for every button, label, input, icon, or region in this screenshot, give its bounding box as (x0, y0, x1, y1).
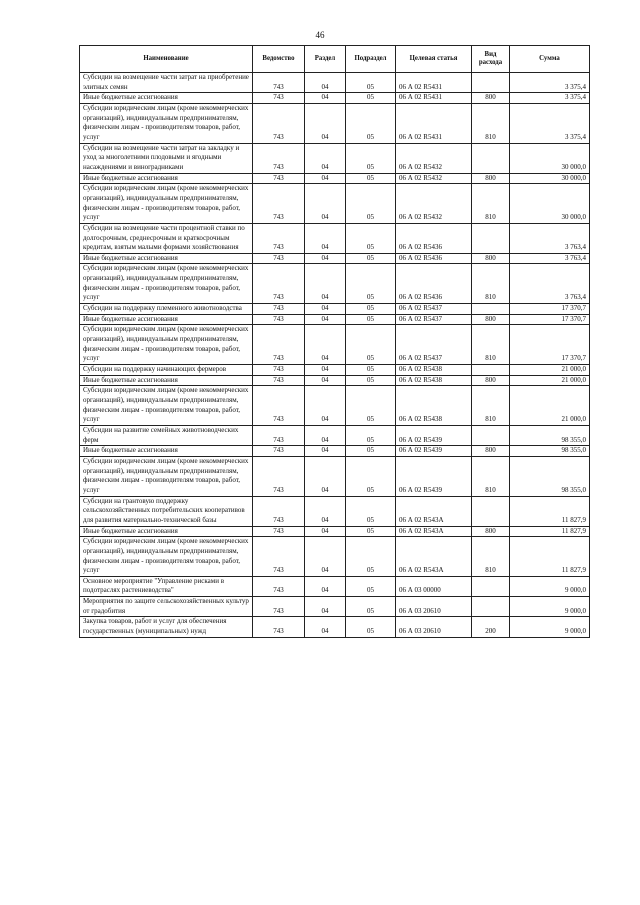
row-section: 04 (305, 325, 346, 365)
row-section: 04 (305, 223, 346, 253)
row-sum: 11 827,9 (510, 496, 590, 526)
row-name: Субсидии на поддержку племенного животноводства (80, 304, 253, 315)
row-subsection: 05 (346, 93, 396, 104)
row-target: 06 А 02 R5432 (396, 173, 472, 184)
page-number: 46 (315, 30, 325, 40)
table-row (80, 93, 590, 104)
row-sum: 21 000,0 (510, 386, 590, 426)
row-name: Субсидии юридическим лицам (кроме некоммерческих организаций), индивидуальным предпринимателям, физическим лицам - производителям товаров, работ, услуг (80, 386, 253, 426)
row-dept: 743 (253, 386, 305, 426)
row-section: 04 (305, 314, 346, 325)
row-subsection: 05 (346, 526, 396, 537)
table-row (80, 365, 590, 376)
row-name: Закупка товаров, работ и услуг для обеспечения государственных (муниципальных) нужд (80, 617, 253, 637)
row-dept: 743 (253, 253, 305, 264)
row-section: 04 (305, 184, 346, 224)
row-subsection: 05 (346, 446, 396, 457)
row-name: Субсидии юридическим лицам (кроме некоммерческих организаций), индивидуальным предпринимателям, физическим лицам - производителям товаров, работ, услуг (80, 103, 253, 143)
row-name: Мероприятия по защите сельскохозяйственных культур от градобития (80, 597, 253, 617)
row-name: Иные бюджетные ассигнования (80, 314, 253, 325)
table-row (80, 314, 590, 325)
row-expense-type (472, 143, 510, 173)
row-subsection: 05 (346, 304, 396, 315)
row-section: 04 (305, 253, 346, 264)
row-subsection: 05 (346, 537, 396, 577)
row-dept: 743 (253, 617, 305, 637)
row-subsection: 05 (346, 253, 396, 264)
table-row (80, 223, 590, 253)
row-name: Основное мероприятие "Управление рисками в подотраслях растениеводства" (80, 576, 253, 596)
row-sum: 3 375,4 (510, 103, 590, 143)
row-sum: 9 000,0 (510, 576, 590, 596)
row-name: Иные бюджетные ассигнования (80, 446, 253, 457)
table-row (80, 576, 590, 596)
table-row (80, 456, 590, 496)
row-subsection: 05 (346, 365, 396, 376)
table-row (80, 73, 590, 93)
table-row (80, 425, 590, 445)
row-sum: 30 000,0 (510, 184, 590, 224)
row-section: 04 (305, 103, 346, 143)
row-target: 06 А 02 R5432 (396, 184, 472, 224)
header-dept: Ведомство (253, 46, 305, 73)
row-target: 06 А 03 00000 (396, 576, 472, 596)
row-subsection: 05 (346, 325, 396, 365)
row-sum: 98 355,0 (510, 456, 590, 496)
row-sum: 3 763,4 (510, 223, 590, 253)
row-expense-type (472, 223, 510, 253)
table-row (80, 325, 590, 365)
row-expense-type: 810 (472, 184, 510, 224)
table-body (80, 73, 590, 638)
row-section: 04 (305, 386, 346, 426)
row-sum: 30 000,0 (510, 143, 590, 173)
row-expense-type: 200 (472, 617, 510, 637)
row-expense-type (472, 425, 510, 445)
row-subsection: 05 (346, 264, 396, 304)
table-row (80, 143, 590, 173)
row-subsection: 05 (346, 597, 396, 617)
row-target: 06 А 02 R5439 (396, 425, 472, 445)
table-row (80, 386, 590, 426)
row-expense-type: 800 (472, 526, 510, 537)
row-sum: 11 827,9 (510, 526, 590, 537)
row-name: Субсидии юридическим лицам (кроме некоммерческих организаций), индивидуальным предпринимателям, физическим лицам - производителям товаров, работ, услуг (80, 325, 253, 365)
row-target: 06 А 02 R5436 (396, 253, 472, 264)
row-expense-type: 800 (472, 173, 510, 184)
row-target: 06 А 02 R543A (396, 526, 472, 537)
table-row (80, 446, 590, 457)
row-target: 06 А 02 R5439 (396, 456, 472, 496)
header-expense-type: Вид расхода (472, 46, 510, 73)
row-sum: 3 375,4 (510, 93, 590, 104)
table-row (80, 597, 590, 617)
row-dept: 743 (253, 93, 305, 104)
row-name: Субсидии на развитие семейных животноводческих ферм (80, 425, 253, 445)
table-row (80, 253, 590, 264)
row-target: 06 А 02 R5437 (396, 325, 472, 365)
row-subsection: 05 (346, 314, 396, 325)
row-dept: 743 (253, 143, 305, 173)
row-expense-type (472, 597, 510, 617)
row-expense-type (472, 73, 510, 93)
row-expense-type: 810 (472, 456, 510, 496)
row-section: 04 (305, 537, 346, 577)
row-target: 06 А 02 R543A (396, 537, 472, 577)
row-target: 06 А 02 R5431 (396, 93, 472, 104)
row-name: Иные бюджетные ассигнования (80, 173, 253, 184)
row-dept: 743 (253, 496, 305, 526)
row-name: Субсидии юридическим лицам (кроме некоммерческих организаций), индивидуальным предпринимателям, физическим лицам - производителям товаров, работ, услуг (80, 264, 253, 304)
row-section: 04 (305, 365, 346, 376)
table-row (80, 103, 590, 143)
row-dept: 743 (253, 526, 305, 537)
table-row (80, 526, 590, 537)
row-expense-type: 810 (472, 103, 510, 143)
row-name: Субсидии на возмещение части процентной ставки по долгосрочным, среднесрочным и краткосрочным кредитам, взятым малыми формами хозяйствования (80, 223, 253, 253)
row-section: 04 (305, 576, 346, 596)
row-expense-type (472, 576, 510, 596)
row-name: Субсидии юридическим лицам (кроме некоммерческих организаций), индивидуальным предпринимателям, физическим лицам - производителям товаров, работ, услуг (80, 184, 253, 224)
row-target: 06 А 02 R5431 (396, 73, 472, 93)
row-target: 06 А 02 R5439 (396, 446, 472, 457)
row-target: 06 А 03 20610 (396, 597, 472, 617)
row-sum: 17 370,7 (510, 325, 590, 365)
row-dept: 743 (253, 73, 305, 93)
row-subsection: 05 (346, 576, 396, 596)
header-name: Наименование (80, 46, 253, 73)
row-target: 06 А 02 R5438 (396, 375, 472, 386)
row-dept: 743 (253, 314, 305, 325)
row-sum: 9 000,0 (510, 617, 590, 637)
row-expense-type: 810 (472, 386, 510, 426)
table-row (80, 617, 590, 637)
table-header-row (80, 46, 590, 73)
row-expense-type: 800 (472, 93, 510, 104)
row-sum: 9 000,0 (510, 597, 590, 617)
table-row (80, 537, 590, 577)
row-dept: 743 (253, 173, 305, 184)
row-dept: 743 (253, 375, 305, 386)
row-subsection: 05 (346, 73, 396, 93)
row-target: 06 А 02 R5432 (396, 143, 472, 173)
row-subsection: 05 (346, 103, 396, 143)
row-subsection: 05 (346, 173, 396, 184)
row-subsection: 05 (346, 386, 396, 426)
row-section: 04 (305, 456, 346, 496)
row-target: 06 А 02 R543A (396, 496, 472, 526)
budget-table (79, 45, 590, 638)
row-sum: 3 763,4 (510, 264, 590, 304)
row-target: 06 А 02 R5437 (396, 304, 472, 315)
row-section: 04 (305, 597, 346, 617)
row-section: 04 (305, 425, 346, 445)
row-dept: 743 (253, 325, 305, 365)
row-expense-type: 800 (472, 314, 510, 325)
row-name: Субсидии на возмещение части затрат на приобретение элитных семян (80, 73, 253, 93)
row-name: Субсидии на возмещение части затрат на закладку и уход за многолетними плодовыми и ягодными насаждениями и виноградниками (80, 143, 253, 173)
table-row (80, 173, 590, 184)
row-expense-type (472, 304, 510, 315)
row-target: 06 А 03 20610 (396, 617, 472, 637)
row-subsection: 05 (346, 143, 396, 173)
row-dept: 743 (253, 576, 305, 596)
row-section: 04 (305, 446, 346, 457)
table-row (80, 375, 590, 386)
row-subsection: 05 (346, 184, 396, 224)
row-section: 04 (305, 264, 346, 304)
row-sum: 3 375,4 (510, 73, 590, 93)
row-target: 06 А 02 R5431 (396, 103, 472, 143)
row-dept: 743 (253, 446, 305, 457)
table-row (80, 264, 590, 304)
row-sum: 3 763,4 (510, 253, 590, 264)
row-dept: 743 (253, 365, 305, 376)
row-name: Субсидии на поддержку начинающих фермеров (80, 365, 253, 376)
row-section: 04 (305, 496, 346, 526)
row-section: 04 (305, 73, 346, 93)
row-subsection: 05 (346, 223, 396, 253)
row-dept: 743 (253, 103, 305, 143)
row-name: Субсидии на грантовую поддержку сельскохозяйственных потребительских кооперативов для развития материально-технической базы (80, 496, 253, 526)
row-sum: 17 370,7 (510, 304, 590, 315)
row-subsection: 05 (346, 456, 396, 496)
row-dept: 743 (253, 223, 305, 253)
row-expense-type: 800 (472, 253, 510, 264)
row-subsection: 05 (346, 496, 396, 526)
row-section: 04 (305, 143, 346, 173)
row-expense-type: 810 (472, 264, 510, 304)
row-name: Иные бюджетные ассигнования (80, 93, 253, 104)
row-name: Иные бюджетные ассигнования (80, 526, 253, 537)
row-sum: 21 000,0 (510, 365, 590, 376)
row-subsection: 05 (346, 617, 396, 637)
header-subsection: Подраздел (346, 46, 396, 73)
row-dept: 743 (253, 184, 305, 224)
row-name: Субсидии юридическим лицам (кроме некоммерческих организаций), индивидуальным предпринимателям, физическим лицам - производителям товаров, работ, услуг (80, 456, 253, 496)
table-row (80, 496, 590, 526)
row-target: 06 А 02 R5438 (396, 386, 472, 426)
row-dept: 743 (253, 304, 305, 315)
row-name: Субсидии юридическим лицам (кроме некоммерческих организаций), индивидуальным предпринимателям, физическим лицам - производителям товаров, работ, услуг (80, 537, 253, 577)
row-target: 06 А 02 R5436 (396, 223, 472, 253)
row-target: 06 А 02 R5436 (396, 264, 472, 304)
row-section: 04 (305, 526, 346, 537)
table-row (80, 184, 590, 224)
row-dept: 743 (253, 456, 305, 496)
row-target: 06 А 02 R5437 (396, 314, 472, 325)
table-row (80, 304, 590, 315)
row-sum: 21 000,0 (510, 375, 590, 386)
row-expense-type (472, 496, 510, 526)
row-dept: 743 (253, 537, 305, 577)
row-expense-type: 800 (472, 375, 510, 386)
row-target: 06 А 02 R5438 (396, 365, 472, 376)
row-section: 04 (305, 93, 346, 104)
row-expense-type (472, 365, 510, 376)
row-section: 04 (305, 375, 346, 386)
row-section: 04 (305, 173, 346, 184)
row-dept: 743 (253, 264, 305, 304)
row-dept: 743 (253, 597, 305, 617)
row-sum: 30 000,0 (510, 173, 590, 184)
row-section: 04 (305, 304, 346, 315)
row-section: 04 (305, 617, 346, 637)
row-name: Иные бюджетные ассигнования (80, 375, 253, 386)
row-subsection: 05 (346, 425, 396, 445)
row-sum: 98 355,0 (510, 425, 590, 445)
row-expense-type: 810 (472, 537, 510, 577)
row-subsection: 05 (346, 375, 396, 386)
row-sum: 98 355,0 (510, 446, 590, 457)
header-sum: Сумма (510, 46, 590, 73)
row-name: Иные бюджетные ассигнования (80, 253, 253, 264)
header-target: Целевая статья (396, 46, 472, 73)
row-sum: 17 370,7 (510, 314, 590, 325)
row-expense-type: 800 (472, 446, 510, 457)
row-expense-type: 810 (472, 325, 510, 365)
row-sum: 11 827,9 (510, 537, 590, 577)
header-section: Раздел (305, 46, 346, 73)
row-dept: 743 (253, 425, 305, 445)
